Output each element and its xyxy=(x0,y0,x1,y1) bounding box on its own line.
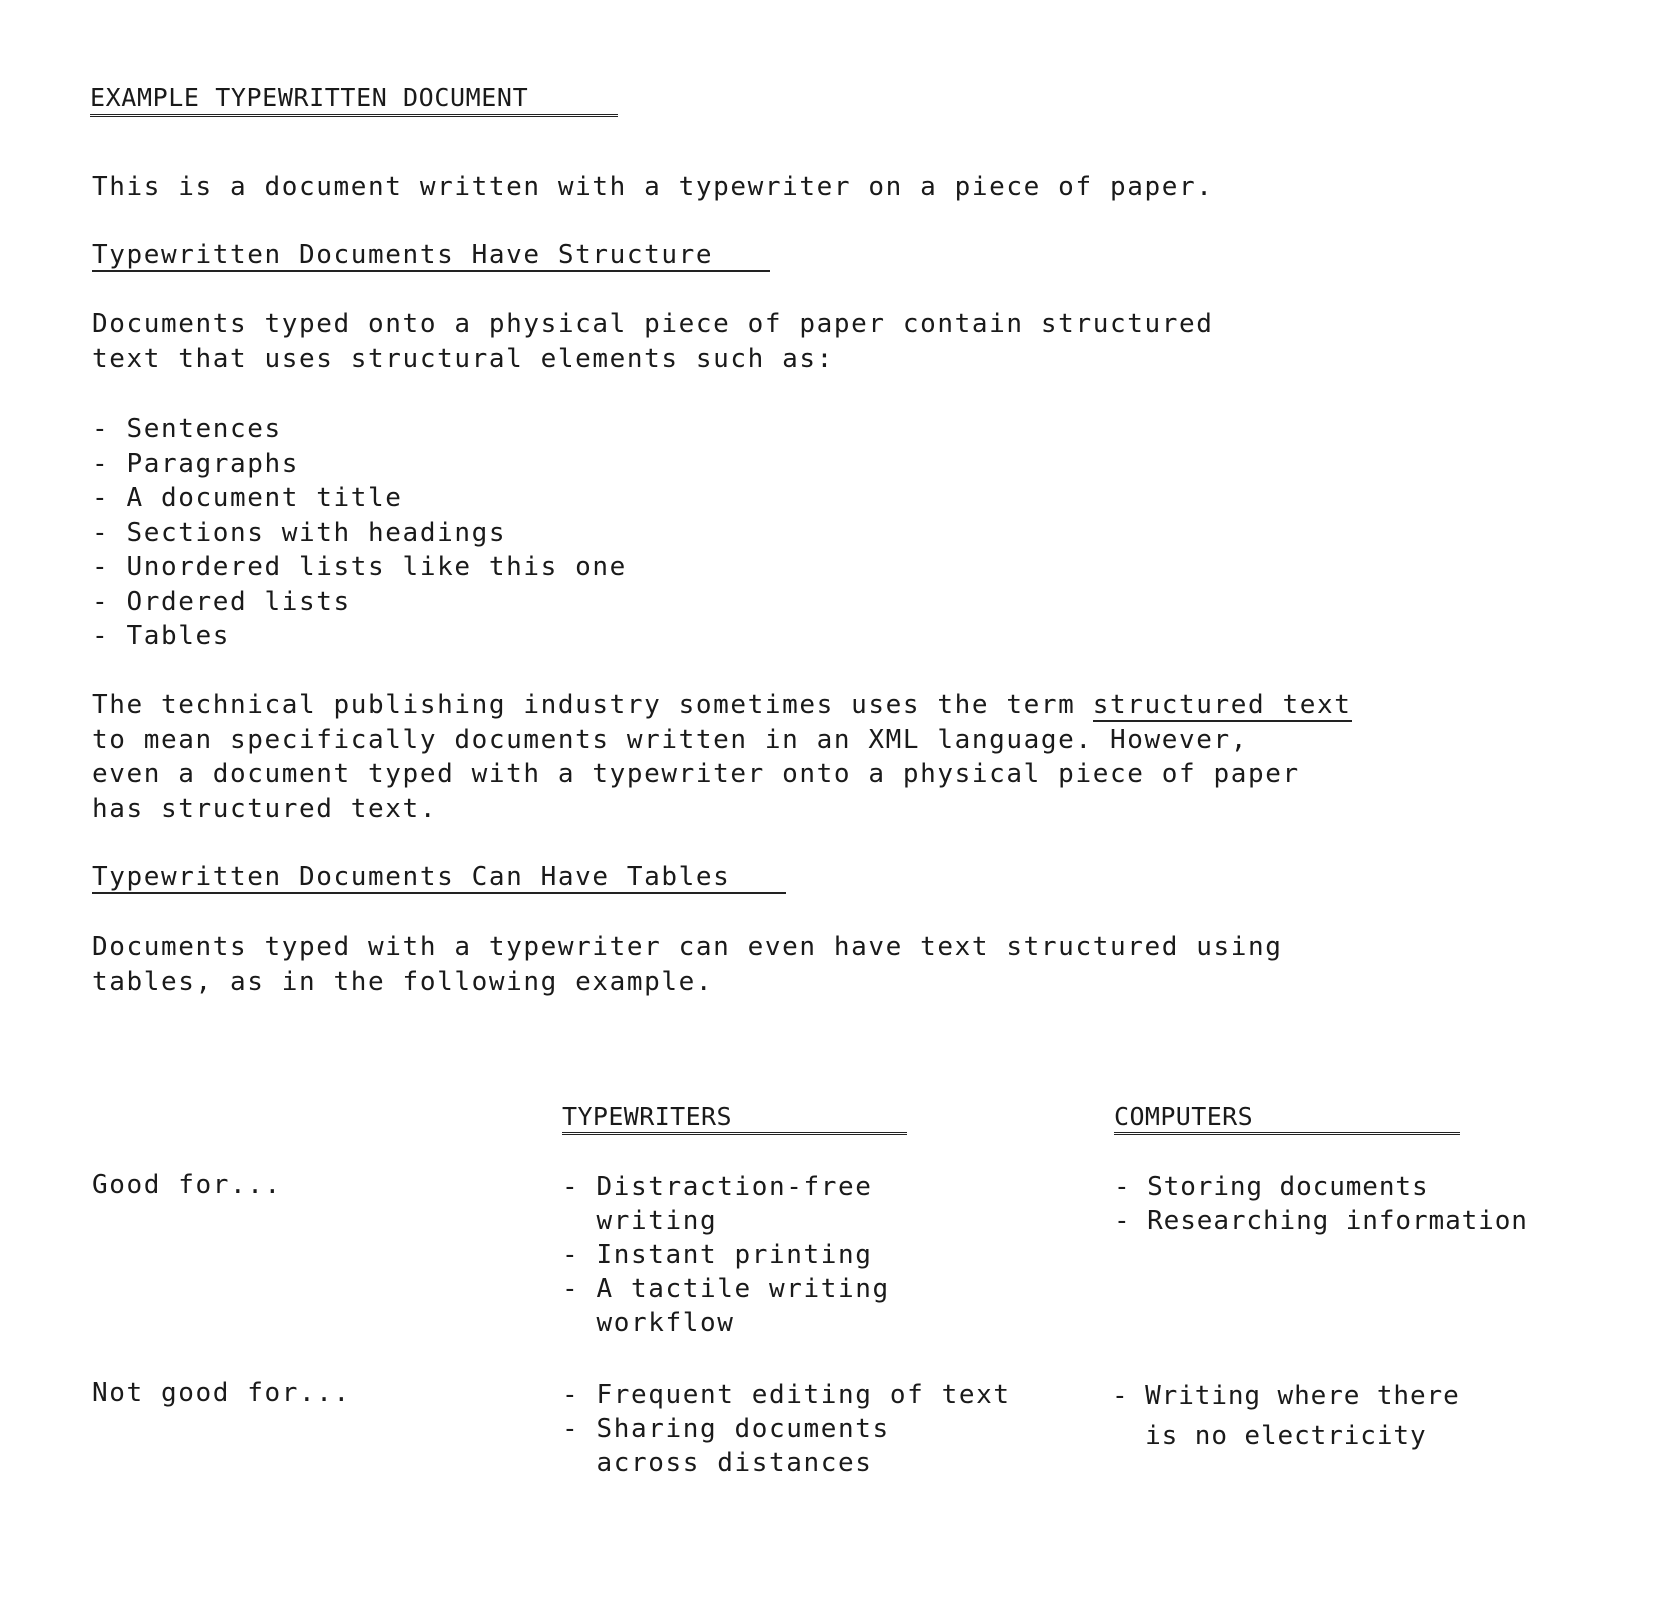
list-item: - Frequent editing of text xyxy=(562,1380,1011,1410)
document-title: EXAMPLE TYPEWRITTEN DOCUMENT xyxy=(90,82,618,117)
section-heading-structure: Typewritten Documents Have Structure xyxy=(92,240,770,272)
list-item: - Storing documents xyxy=(1114,1172,1429,1202)
intro-sentence: This is a document written with a typewriter on a piece of paper. xyxy=(92,172,1214,202)
list-item: - Sentences xyxy=(92,414,282,444)
list-item: - A document title xyxy=(92,483,403,513)
section-heading-tables: Typewritten Documents Can Have Tables xyxy=(92,862,786,894)
list-item: - Instant printing xyxy=(562,1240,873,1270)
list-item: - Paragraphs xyxy=(92,448,300,479)
structural-elements-list xyxy=(92,412,627,654)
list-item: - Writing where there xyxy=(1112,1381,1460,1411)
list-item: - Unordered lists like this one xyxy=(92,552,627,582)
tables-paragraph: Documents typed with a typewriter can even have text structured using tables, as in the following example. xyxy=(92,932,1283,997)
list-item: - Researching information xyxy=(1114,1206,1528,1236)
list-item: - Sharing documents xyxy=(562,1414,890,1444)
good-for-computers-cell xyxy=(1114,1170,1528,1238)
not-good-for-computers-cell xyxy=(1112,1376,1460,1456)
list-item: writing xyxy=(562,1206,718,1236)
structured-text-paragraph xyxy=(92,688,1352,826)
underlined-term: structured text xyxy=(1092,690,1352,720)
list-item: - Ordered lists xyxy=(92,586,351,617)
column-header-typewriters: TYPEWRITERS xyxy=(562,1102,907,1135)
column-header-computers: COMPUTERS xyxy=(1114,1102,1460,1135)
list-item: - Tables xyxy=(92,621,231,651)
list-item: across distances xyxy=(562,1448,873,1478)
list-item: workflow xyxy=(562,1308,735,1338)
list-item: - A tactile writing xyxy=(562,1274,890,1304)
paragraph-text-lead: The technical publishing industry sometimes uses the term xyxy=(92,690,1093,720)
paragraph-text-rest: to mean specifically documents written in an XML language. However, even a document typed with a typewriter onto a physical piece of paper has structured text. xyxy=(92,724,1300,824)
good-for-typewriters-cell xyxy=(562,1170,890,1340)
list-item: is no electricity xyxy=(1112,1421,1427,1451)
row-label-not-good-for: Not good for... xyxy=(92,1378,351,1408)
list-item: - Distraction-free xyxy=(562,1172,873,1202)
not-good-for-typewriters-cell xyxy=(562,1378,1011,1480)
row-label-good-for: Good for... xyxy=(92,1170,282,1200)
structure-paragraph: Documents typed onto a physical piece of paper contain structured text that uses structural elements such as: xyxy=(92,309,1214,374)
list-item: - Sections with headings xyxy=(92,517,507,548)
